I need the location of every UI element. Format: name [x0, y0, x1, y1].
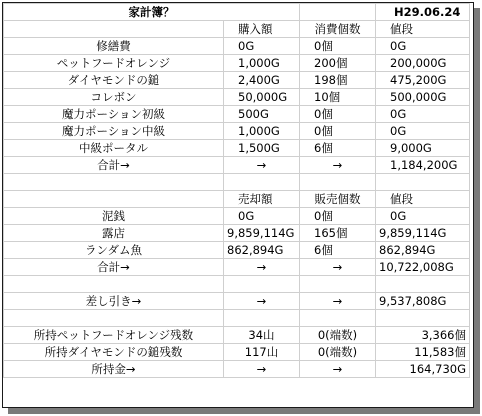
- item-name[interactable]: 泥銭: [4, 208, 224, 225]
- table-row: [4, 55, 470, 72]
- item-name[interactable]: 中級ポータル: [4, 140, 224, 157]
- purchase-price-header[interactable]: 値段: [376, 21, 470, 38]
- item-name[interactable]: ペットフードオレンジ: [4, 55, 224, 72]
- item-count[interactable]: 0個: [300, 123, 376, 140]
- arrow-cell[interactable]: →: [300, 361, 376, 378]
- item-amount[interactable]: 1,500G: [224, 140, 300, 157]
- empty-cell[interactable]: [224, 174, 300, 191]
- table-row: [4, 225, 470, 242]
- sales-total-value[interactable]: 10,722,008G: [376, 259, 470, 276]
- item-name[interactable]: 露店: [4, 225, 224, 242]
- sales-amount-header[interactable]: 売却額: [224, 191, 300, 208]
- arrow-cell[interactable]: →: [224, 157, 300, 174]
- arrow-cell[interactable]: →: [224, 361, 300, 378]
- sales-count-header[interactable]: 販売個数: [300, 191, 376, 208]
- ledger-table: [3, 3, 470, 378]
- purchase-amount-header[interactable]: 購入額: [224, 21, 300, 38]
- item-count[interactable]: 10個: [300, 89, 376, 106]
- item-name[interactable]: 修繕費: [4, 38, 224, 55]
- blank-row: [4, 174, 470, 191]
- empty-cell[interactable]: [376, 174, 470, 191]
- item-amount[interactable]: 50,000G: [224, 89, 300, 106]
- purchase-count-header[interactable]: 消費個数: [300, 21, 376, 38]
- item-amount[interactable]: 0G: [224, 38, 300, 55]
- empty-cell[interactable]: [224, 276, 300, 293]
- arrow-cell[interactable]: →: [224, 293, 300, 310]
- holding-name[interactable]: 所持ダイヤモンドの鎚残数: [4, 344, 224, 361]
- item-count[interactable]: 165個: [300, 225, 376, 242]
- item-count[interactable]: 0個: [300, 106, 376, 123]
- empty-cell[interactable]: [300, 276, 376, 293]
- item-count[interactable]: 0個: [300, 208, 376, 225]
- purchase-total-row: [4, 157, 470, 174]
- ledger-title[interactable]: 家計簿？: [4, 4, 300, 21]
- item-price[interactable]: 862,894G: [376, 242, 470, 259]
- item-count[interactable]: 0個: [300, 38, 376, 55]
- holding-remainder[interactable]: 0(端数): [300, 344, 376, 361]
- item-amount[interactable]: 1,000G: [224, 55, 300, 72]
- item-price[interactable]: 0G: [376, 123, 470, 140]
- purchase-header-row: [4, 21, 470, 38]
- item-amount[interactable]: 9,859,114G: [224, 225, 300, 242]
- empty-cell[interactable]: [300, 4, 376, 21]
- holding-total[interactable]: 3,366個: [376, 327, 470, 344]
- item-price[interactable]: 0G: [376, 208, 470, 225]
- total-label[interactable]: 合計→: [4, 259, 224, 276]
- empty-cell[interactable]: [4, 310, 224, 327]
- drop-shadow-right: [474, 8, 480, 408]
- table-row: [4, 242, 470, 259]
- empty-cell[interactable]: [4, 21, 224, 38]
- item-name[interactable]: 魔力ポーション中級: [4, 123, 224, 140]
- item-name[interactable]: コレボン: [4, 89, 224, 106]
- item-price[interactable]: 0G: [376, 38, 470, 55]
- item-count[interactable]: 6個: [300, 242, 376, 259]
- title-row: [4, 4, 470, 21]
- table-row: [4, 38, 470, 55]
- table-row: [4, 344, 470, 361]
- ledger-date[interactable]: H29.06.24: [376, 4, 470, 21]
- item-amount[interactable]: 2,400G: [224, 72, 300, 89]
- blank-row: [4, 310, 470, 327]
- arrow-cell[interactable]: →: [300, 293, 376, 310]
- table-row: [4, 106, 470, 123]
- arrow-cell[interactable]: →: [224, 259, 300, 276]
- holding-total[interactable]: 11,583個: [376, 344, 470, 361]
- item-price[interactable]: 9,000G: [376, 140, 470, 157]
- table-row: [4, 72, 470, 89]
- holding-remainder[interactable]: 0(端数): [300, 327, 376, 344]
- sales-header-row: [4, 191, 470, 208]
- purchase-total-value[interactable]: 1,184,200G: [376, 157, 470, 174]
- table-row: [4, 140, 470, 157]
- item-name[interactable]: 魔力ポーション初級: [4, 106, 224, 123]
- balance-value[interactable]: 9,537,808G: [376, 293, 470, 310]
- holding-name[interactable]: 所持ペットフードオレンジ残数: [4, 327, 224, 344]
- item-price[interactable]: 9,859,114G: [376, 225, 470, 242]
- item-price[interactable]: 500,000G: [376, 89, 470, 106]
- item-amount[interactable]: 862,894G: [224, 242, 300, 259]
- holding-stacks[interactable]: 34山: [224, 327, 300, 344]
- item-name[interactable]: ランダム魚: [4, 242, 224, 259]
- item-amount[interactable]: 500G: [224, 106, 300, 123]
- balance-label[interactable]: 差し引き→: [4, 293, 224, 310]
- item-count[interactable]: 6個: [300, 140, 376, 157]
- item-amount[interactable]: 0G: [224, 208, 300, 225]
- empty-cell[interactable]: [4, 174, 224, 191]
- item-amount[interactable]: 1,000G: [224, 123, 300, 140]
- total-label[interactable]: 合計→: [4, 157, 224, 174]
- table-row: [4, 89, 470, 106]
- empty-cell[interactable]: [4, 276, 224, 293]
- empty-cell[interactable]: [300, 174, 376, 191]
- arrow-cell[interactable]: →: [300, 157, 376, 174]
- sales-total-row: [4, 259, 470, 276]
- item-price[interactable]: 0G: [376, 106, 470, 123]
- arrow-cell[interactable]: →: [300, 259, 376, 276]
- item-price[interactable]: 475,200G: [376, 72, 470, 89]
- sales-price-header[interactable]: 値段: [376, 191, 470, 208]
- blank-row: [4, 276, 470, 293]
- money-label[interactable]: 所持金→: [4, 361, 224, 378]
- table-row: [4, 208, 470, 225]
- table-row: [4, 327, 470, 344]
- item-count[interactable]: 200個: [300, 55, 376, 72]
- drop-shadow-bottom: [8, 408, 480, 414]
- item-name[interactable]: ダイヤモンドの鎚: [4, 72, 224, 89]
- balance-row: [4, 293, 470, 310]
- item-count[interactable]: 198個: [300, 72, 376, 89]
- empty-cell[interactable]: [376, 276, 470, 293]
- item-price[interactable]: 200,000G: [376, 55, 470, 72]
- empty-cell[interactable]: [300, 310, 376, 327]
- empty-cell[interactable]: [4, 191, 224, 208]
- money-value[interactable]: 164,730G: [376, 361, 470, 378]
- money-row: [4, 361, 470, 378]
- empty-cell[interactable]: [224, 310, 300, 327]
- holding-stacks[interactable]: 117山: [224, 344, 300, 361]
- empty-cell[interactable]: [376, 310, 470, 327]
- table-row: [4, 123, 470, 140]
